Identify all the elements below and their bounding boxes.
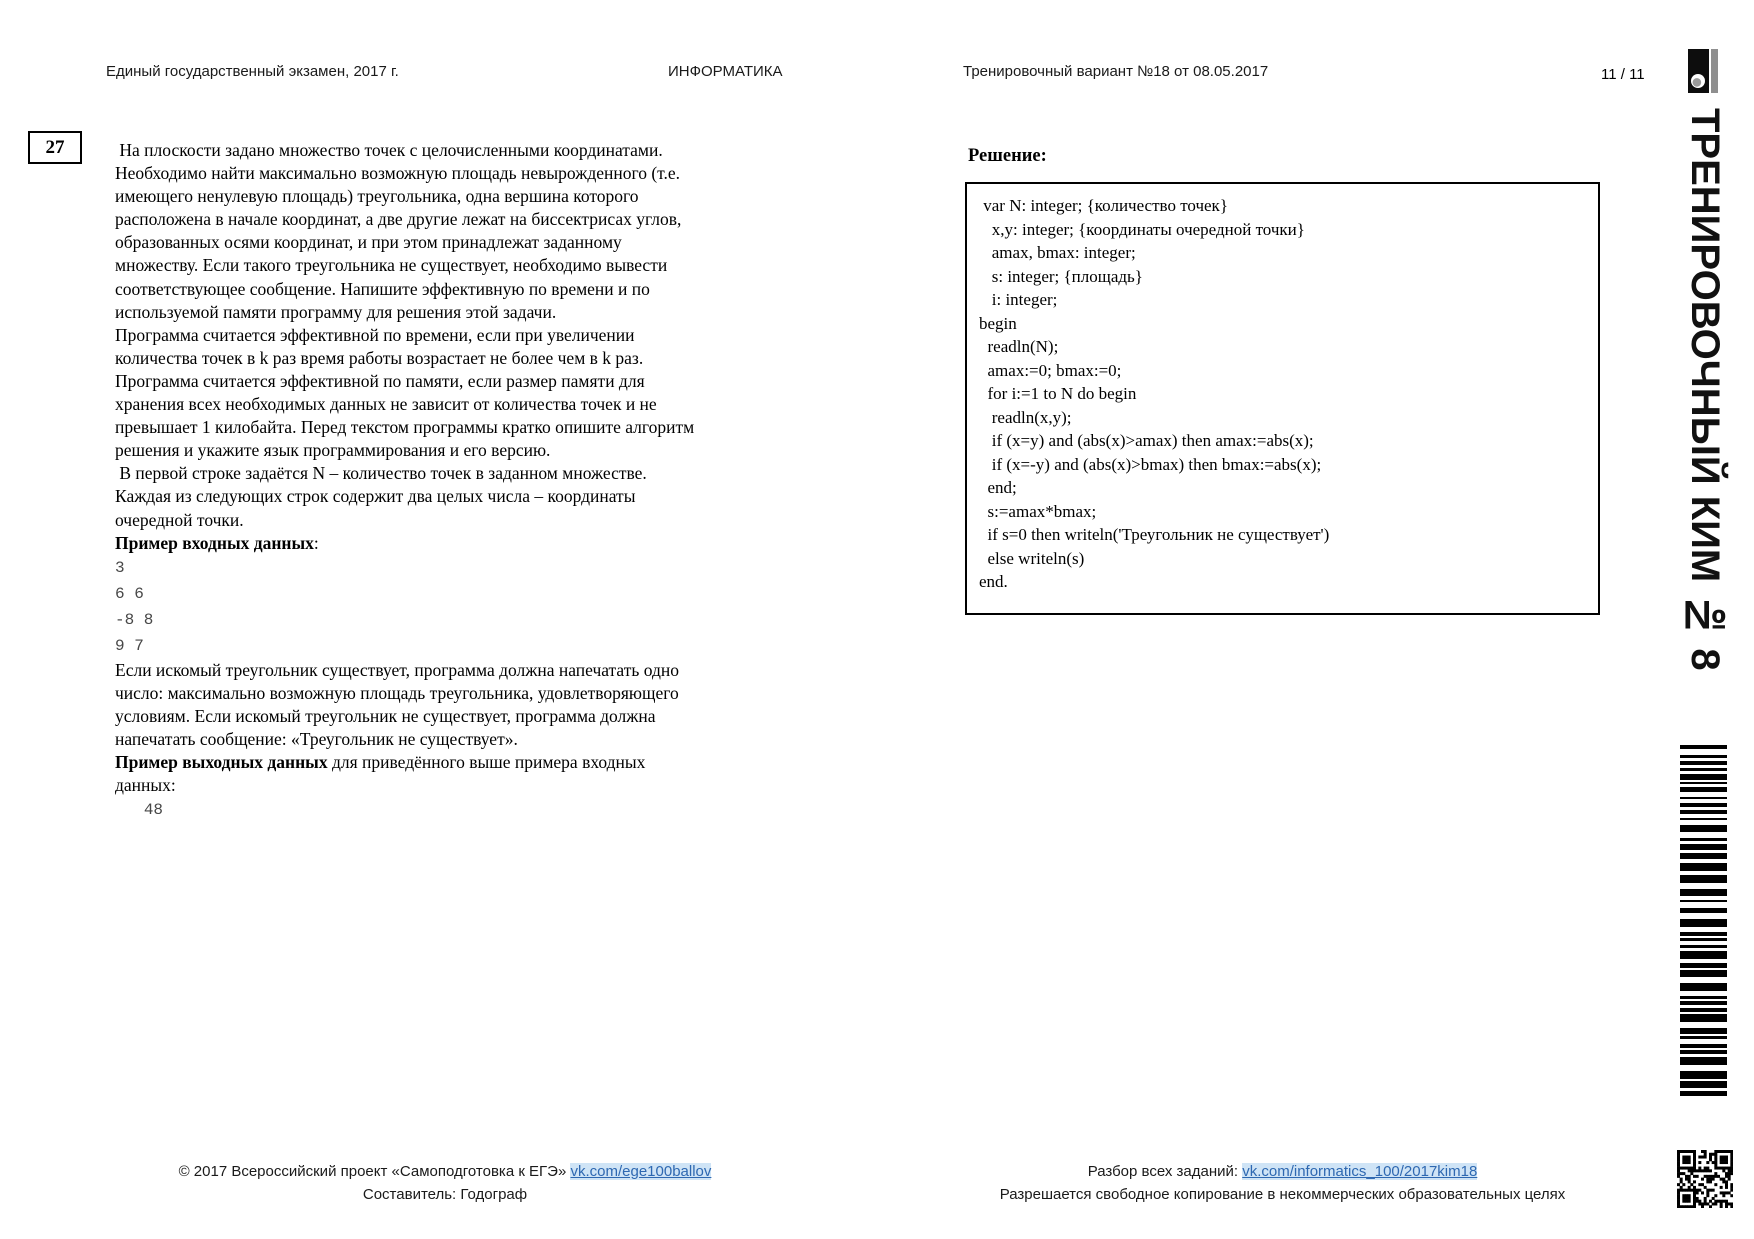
task-text-line: Программа считается эффективной по времени, если при увеличении — [115, 324, 635, 345]
barcode-bar — [1680, 1071, 1727, 1079]
kim-sidebar-label: ТРЕНИРОВОЧНЫЙ КИМ № 8 — [1683, 108, 1727, 671]
task-text-line: превышает 1 килобайта. Перед текстом программы кратко опишите алгоритм — [115, 417, 695, 438]
code-line: readln(N); — [979, 337, 1059, 356]
solution-heading: Решение: — [968, 146, 1047, 166]
barcode-bar — [1680, 951, 1727, 959]
code-line: readln(x,y); — [979, 407, 1072, 427]
code-line: if (x=-y) and (abs(x)>bmax) then bmax:=abs(x); — [979, 454, 1322, 474]
footer-copyright-text: © 2017 Всероссийский проект «Самоподготовка к ЕГЭ» — [178, 1163, 571, 1180]
header-subject: ИНФОРМАТИКА — [668, 63, 783, 80]
barcode-bar — [1680, 1036, 1727, 1039]
header-exam-title: Единый государственный экзамен, 2017 г. — [106, 63, 399, 80]
task-text-line: Программа считается эффективной по памяти, если размер памяти для — [115, 370, 645, 391]
footer-right — [950, 1160, 1615, 1206]
barcode-bar — [1680, 774, 1727, 780]
task-text-line: хранения всех необходимых данных не зависит от количества точек и не — [115, 394, 657, 415]
task-text-line: множеству. Если такого треугольника не существует, необходимо вывести — [115, 255, 668, 276]
task-text-line: 6 6 — [115, 584, 144, 603]
barcode-bar — [1680, 1014, 1727, 1022]
task-text-line: условиям. Если искомый треугольник не существует, программа должна — [115, 705, 656, 726]
footer-left — [115, 1160, 775, 1206]
code-line: var N: integer; {количество точек} — [979, 196, 1228, 215]
barcode-bar — [1680, 782, 1727, 784]
task-text-line: образованных осями координат, и при этом принадлежат заданному — [115, 232, 622, 253]
page-number: 11 / 11 — [1601, 66, 1645, 83]
code-line: amax, bmax: integer; — [979, 243, 1136, 262]
footer-copyright-line — [115, 1160, 775, 1183]
logo-circle — [1691, 74, 1705, 88]
task-text-line: 9 7 — [115, 636, 144, 655]
logo-gray-stripe — [1711, 49, 1718, 93]
task-text-line: используемой памяти программу для решения этой задачи. — [115, 301, 557, 322]
barcode-bar — [1680, 803, 1727, 807]
qr-code-svg — [1677, 1150, 1733, 1208]
barcode-bar — [1680, 963, 1727, 968]
task-text-line: -8 8 — [115, 610, 154, 629]
task-text-line: Пример входных данных: — [115, 532, 319, 553]
barcode-bar — [1680, 970, 1727, 977]
barcode-bar — [1680, 825, 1727, 832]
barcode-bar — [1680, 1044, 1727, 1048]
task-text-line: На плоскости задано множество точек с целочисленными координатами. — [115, 140, 663, 160]
code-line: s:=amax*bmax; — [979, 501, 1097, 521]
barcode-bar — [1680, 745, 1727, 749]
code-line: if s=0 then writeln('Треугольник не существует') — [979, 525, 1330, 544]
task-text-line: Пример выходных данных для приведённого выше примера входных — [115, 752, 646, 773]
code-line: x,y: integer; {координаты очередной точки} — [979, 219, 1305, 239]
code-line: end; — [979, 478, 1017, 497]
footer-right-link[interactable]: vk.com/informatics_100/2017kim18 — [1242, 1163, 1478, 1180]
task-text-line: соответствующее сообщение. Напишите эффективную по времени и по — [115, 278, 650, 299]
publisher-logo-icon — [1688, 49, 1718, 93]
task-text-line: Если искомый треугольник существует, программа должна напечатать одно — [115, 659, 679, 680]
qr-code — [1677, 1150, 1733, 1208]
barcode-bar — [1680, 1091, 1727, 1096]
barcode-bar — [1680, 1081, 1727, 1088]
barcode-bar — [1680, 768, 1727, 771]
task-text-line: Необходимо найти максимально возможную площадь невырожденного (т.е. — [115, 163, 681, 184]
header-variant-info: Тренировочный вариант №18 от 08.05.2017 — [963, 63, 1269, 80]
barcode-bar — [1680, 900, 1727, 902]
barcode-bar — [1680, 810, 1727, 814]
barcode-bar — [1680, 1001, 1727, 1005]
barcode-bar — [1680, 875, 1727, 883]
task-text-line: 48 — [115, 801, 164, 820]
footer-author-line: Составитель: Годограф — [362, 1186, 528, 1203]
task-text-line: Каждая из следующих строк содержит два целых числа – координаты — [115, 486, 636, 507]
barcode-bar — [1680, 761, 1727, 765]
barcode-bar — [1680, 797, 1727, 799]
task-text-line: число: максимально возможную площадь треугольника, удовлетворяющего — [115, 682, 679, 703]
barcode-bar — [1680, 755, 1727, 758]
footer-license-line: Разрешается свободное копирование в некоммерческих образовательных целях — [999, 1186, 1566, 1203]
task-text-line: очередной точки. — [115, 509, 244, 530]
task-text-line: 3 — [115, 558, 125, 577]
code-line: s: integer; {площадь} — [979, 266, 1143, 286]
task-number-box: 27 — [28, 131, 82, 164]
code-line: amax:=0; bmax:=0; — [979, 360, 1122, 380]
barcode-bar — [1680, 945, 1727, 948]
code-line: for i:=1 to N do begin — [979, 384, 1137, 403]
task-text-line: имеющего ненулевую площадь) треугольника, одна вершина которого — [115, 186, 639, 207]
barcode-bar — [1680, 863, 1727, 871]
solution-code-box — [965, 182, 1600, 615]
barcode-bar — [1680, 889, 1727, 896]
barcode-bar — [1680, 818, 1727, 820]
barcode-bar — [1680, 938, 1727, 941]
barcode-bar — [1680, 1057, 1727, 1065]
task-text-line: напечатать сообщение: «Треугольник не существует». — [115, 728, 518, 749]
barcode-bar — [1680, 919, 1727, 927]
task-text — [115, 139, 815, 823]
barcode-bar — [1680, 1050, 1727, 1054]
barcode-bar — [1680, 1008, 1727, 1012]
task-text-line: количества точек в k раз время работы возрастает не более чем в k раз. — [115, 347, 644, 368]
task-text-line: данных: — [115, 775, 176, 796]
barcode-bar — [1680, 853, 1727, 859]
task-text-line: решения и укажите язык программирования и его версию. — [115, 440, 551, 461]
code-line: if (x=y) and (abs(x)>amax) then amax:=abs(x); — [979, 431, 1314, 450]
barcode-bar — [1680, 1028, 1727, 1034]
code-line: i: integer; — [979, 290, 1058, 309]
task-text-line: расположена в начале координат, а две другие лежат на биссектрисах углов, — [115, 209, 682, 230]
barcode-bar — [1680, 983, 1727, 991]
barcode-bar — [1680, 838, 1727, 841]
footer-left-link[interactable]: vk.com/ege100ballov — [570, 1163, 712, 1180]
barcode-bar — [1680, 996, 1727, 999]
barcode-bar — [1680, 787, 1727, 792]
footer-solutions-line — [950, 1160, 1615, 1183]
task-text-line: В первой строке задаётся N – количество точек в заданном множестве. — [115, 463, 647, 484]
barcode-bar — [1680, 932, 1727, 936]
code-line: end. — [979, 572, 1008, 591]
barcode-bar — [1680, 908, 1727, 913]
code-line: else writeln(s) — [979, 548, 1085, 568]
code-line: begin — [979, 313, 1017, 333]
footer-solutions-label: Разбор всех заданий: — [1087, 1163, 1243, 1180]
barcode — [1680, 745, 1727, 1101]
barcode-bar — [1680, 844, 1727, 850]
